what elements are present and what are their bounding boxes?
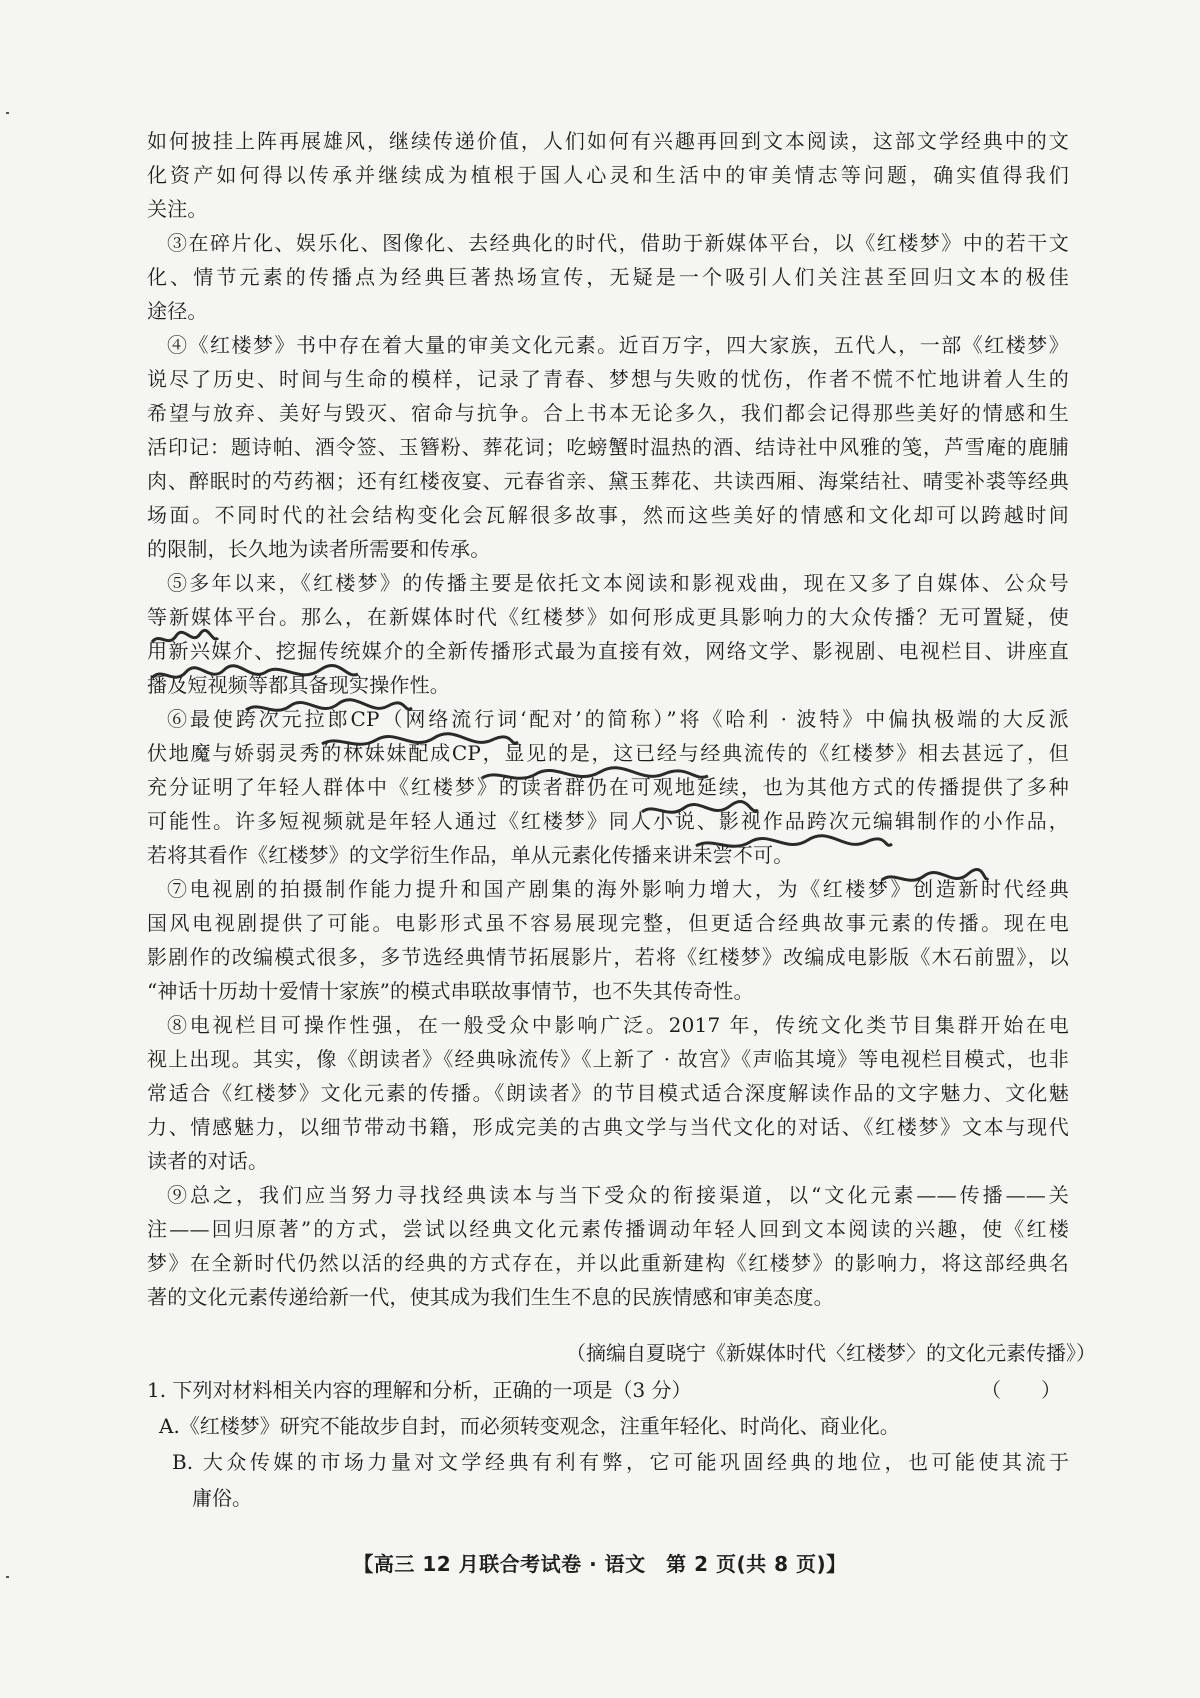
passage-line: 化、情节元素的传播点为经典巨著热场宣传，无疑是一个吸引人们关注甚至回归文本的极佳 (147, 265, 1069, 289)
passage-line: 肉、醉眠时的芍药裀；还有红楼夜宴、元春省亲、黛玉葬花、共读西厢、海棠结社、晴雯补裘等经典 (147, 469, 1069, 493)
passage-line: ④《红楼梦》书中存在着大量的审美文化元素。近百万字，四大家族，五代人，一部《红楼梦》 (167, 333, 1069, 357)
passage-line: “神话十历劫十爱情十家族”的模式串联故事情节，也不失其传奇性。 (147, 979, 754, 1003)
passage-line: 注——回归原著”的方式，尝试以经典文化元素传播调动年轻人回到文本阅读的兴趣，使《红楼 (147, 1217, 1069, 1241)
passage-line: 等新媒体平台。那么，在新媒体时代《红楼梦》如何形成更具影响力的大众传播？无可置疑，使 (147, 605, 1069, 629)
question-stem (147, 1372, 1069, 1408)
passage-line: 播及短视频等都具备现实操作性。 (147, 673, 450, 697)
passage-line: 力、情感魅力，以细节带动书籍，形成完美的古典文学与当代文化的对话、《红楼梦》文本与现代 (147, 1115, 1069, 1139)
passage-line: 影剧作的改编模式很多，多节选经典情节拓展影片，若将《红楼梦》改编成电影版《木石前盟》，以 (147, 945, 1069, 969)
passage-line: 途径。 (147, 299, 208, 323)
passage-line: 常适合《红楼梦》文化元素的传播。《朗读者》的节目模式适合深度解读作品的文字魅力、文化魅 (147, 1081, 1069, 1105)
option-b-line-2: 庸俗。 (192, 1486, 252, 1510)
passage-line: ⑦电视剧的拍摄制作能力提升和国产剧集的海外影响力增大，为《红楼梦》创造新时代经典 (167, 877, 1069, 901)
passage-line: ③在碎片化、娱乐化、图像化、去经典化的时代，借助于新媒体平台，以《红楼梦》中的若干文 (167, 231, 1069, 255)
passage-line: ⑧电视栏目可操作性强，在一般受众中影响广泛。2017 年，传统文化类节目集群开始在电 (167, 1013, 1069, 1037)
passage-line: 活印记：题诗帕、酒令签、玉簪粉、葬花词；吃螃蟹时温热的酒、结诗社中风雅的笺，芦雪庵的鹿脯 (147, 435, 1069, 459)
passage-line: 可能性。许多短视频就是年轻人通过《红楼梦》同人小说、影视作品跨次元编辑制作的小作品， (147, 809, 1069, 833)
passage-line: 伏地魔与娇弱灵秀的林妹妹配成CP，显见的是，这已经与经典流传的《红楼梦》相去甚远了，但 (147, 741, 1069, 765)
question-1 (147, 1372, 1069, 1516)
passage-line: ⑤多年以来，《红楼梦》的传播主要是依托文本阅读和影视戏曲，现在又多了自媒体、公众号 (167, 571, 1069, 595)
passage-line: 若将其看作《红楼梦》的文学衍生作品，单从元素化传播来讲未尝不可。 (147, 843, 794, 867)
question-stem-text: 1. 下列对材料相关内容的理解和分析，正确的一项是（3 分） (147, 1378, 692, 1402)
passage-line: ⑨总之，我们应当努力寻找经典读本与当下受众的衔接渠道，以“文化元素——传播——关 (167, 1183, 1069, 1207)
passage-line: ⑥最使跨次元拉郎CP（网络流行词‘配对’的简称）”将《哈利 · 波特》中偏执极端的大反派 (167, 707, 1069, 731)
passage-line: 如何披挂上阵再展雄风，继续传递价值，人们如何有兴趣再回到文本阅读，这部文学经典中的文 (147, 129, 1069, 153)
passage-line: 场面。不同时代的社会结构变化会瓦解很多故事，然而这些美好的情感和文化却可以跨越时间 (147, 503, 1069, 527)
answer-blank: （ ） (981, 1378, 1061, 1402)
passage-line: 梦》在全新时代仍然以活的经典的方式存在，并以此重新建构《红楼梦》的影响力，将这部经典名 (147, 1251, 1069, 1275)
reading-passage (147, 124, 1069, 1314)
passage-line: 读者的对话。 (147, 1149, 269, 1173)
source-citation: （摘编自夏晓宁《新媒体时代〈红楼梦〉的文化元素传播》） (566, 1341, 1096, 1365)
passage-line: 国风电视剧提供了可能。电影形式虽不容易展现完整，但更适合经典故事元素的传播。现在电 (147, 911, 1069, 935)
passage-line: 说尽了历史、时间与生命的模样，记录了青春、梦想与失败的忧伤，作者不慌不忙地讲着人生的 (147, 367, 1069, 391)
passage-line: 用新兴媒介、挖掘传统媒介的全新传播形式最为直接有效，网络文学、影视剧、电视栏目、讲座直 (147, 639, 1069, 663)
passage-line: 著的文化元素传递给新一代，使其成为我们生生不息的民族情感和审美态度。 (147, 1285, 834, 1309)
passage-line: 的限制，长久地为读者所需要和传承。 (147, 537, 491, 561)
passage-line: 视上出现。其实，像《朗读者》《经典咏流传》《上新了 · 故宫》《声临其境》等电视栏目模式，也非 (147, 1047, 1069, 1071)
option-a: A.《红楼梦》研究不能故步自封，而必须转变观念，注重年轻化、时尚化、商业化。 (159, 1414, 900, 1438)
passage-line: 关注。 (147, 197, 208, 221)
scan-edge-mark (6, 112, 9, 114)
page-footer: 【高三 12 月联合考试卷 · 语文 第 2 页(共 8 页)】 (353, 1552, 847, 1576)
passage-line: 希望与放弃、美好与毁灭、宿命与抗争。合上书本无论多久，我们都会记得那些美好的情感和生 (147, 401, 1069, 425)
passage-line: 充分证明了年轻人群体中《红楼梦》的读者群仍在可观地延续，也为其他方式的传播提供了多种 (147, 775, 1069, 799)
passage-line: 化资产如何得以传承并继续成为植根于国人心灵和生活中的审美情志等问题，确实值得我们 (147, 163, 1069, 187)
option-b-line-1: B. 大众传媒的市场力量对文学经典有利有弊，它可能巩固经典的地位，也可能使其流于 (172, 1450, 1069, 1474)
